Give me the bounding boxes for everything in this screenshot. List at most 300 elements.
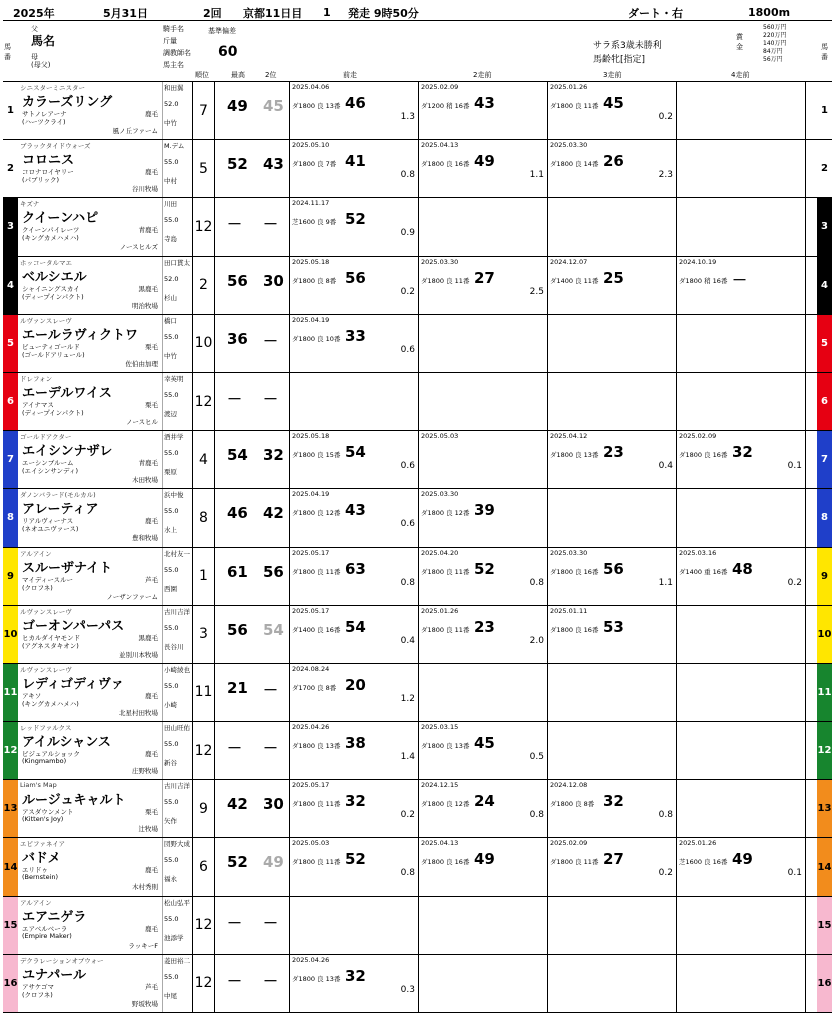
horse-name[interactable]: エールラヴィクトワ	[22, 327, 138, 343]
past-race-1	[290, 548, 419, 605]
umaban-left: 13	[3, 780, 18, 837]
umaban-left: 4	[3, 257, 18, 314]
trainer: 福永	[164, 875, 177, 884]
horse-name[interactable]: カラーズリング	[22, 95, 113, 110]
umaban-left: 7	[3, 431, 18, 488]
broodmare-sire: (Bernstein)	[22, 873, 59, 882]
year: 2025年	[13, 6, 55, 20]
past-race-2	[419, 198, 548, 255]
dam: コロナロイヤリー	[22, 168, 74, 177]
horse-info	[18, 780, 193, 837]
rank: 12	[193, 198, 215, 255]
weight: 55.0	[164, 390, 179, 399]
past-score: 23	[474, 617, 495, 636]
horse-info	[18, 606, 193, 663]
past-note: ダ1800 良 13番	[421, 742, 470, 751]
jockey-column	[162, 140, 192, 197]
past-note: ダ1800 良 11番	[292, 567, 341, 576]
jockey: 古川吉洋	[164, 607, 190, 616]
sire: ルヴァンスレーヴ	[20, 665, 72, 674]
owner: 谷川牧場	[132, 185, 158, 194]
horse-name[interactable]: エアニゲラ	[22, 909, 87, 925]
past-margin: 0.2	[400, 286, 415, 297]
horse-row	[3, 373, 832, 431]
jockey-column	[162, 664, 192, 721]
umaban-left: 2	[3, 140, 18, 197]
horse-info	[18, 664, 193, 721]
owner: 野坂牧場	[132, 999, 158, 1008]
best-score: 42	[227, 795, 248, 814]
past-date: 2024.12.07	[550, 257, 588, 266]
broodmare-sire: (Kitten's Joy)	[22, 815, 64, 824]
broodmare-sire: (クロフネ)	[22, 990, 53, 999]
past-date: 2025.04.26	[292, 723, 330, 732]
horse-name[interactable]: エイシンナザレ	[22, 444, 113, 460]
best-score: 56	[227, 620, 248, 639]
best-score: 52	[227, 853, 248, 872]
past-score: 52	[345, 210, 366, 229]
past-date: 2024.12.15	[421, 781, 459, 790]
past-race-4	[677, 431, 806, 488]
class-label: サラ系3歳未勝利	[593, 41, 662, 51]
past-race-2	[419, 664, 548, 721]
horse-name[interactable]: スルーザナイト	[22, 560, 113, 576]
sire: ドレフォン	[20, 374, 53, 383]
jockey: 北村友一	[164, 549, 190, 558]
best-scores	[215, 489, 290, 546]
past-score: 56	[345, 268, 366, 287]
horse-name[interactable]: ゴーオンパーパス	[22, 618, 125, 634]
jockey: 松山弘平	[164, 898, 190, 907]
past-note: ダ1800 良 15番	[292, 451, 341, 460]
prev2-label: 2走前	[473, 71, 492, 79]
best-scores	[215, 198, 290, 255]
coat: 栗毛	[145, 808, 158, 817]
jockey: 幸英明	[164, 374, 184, 383]
horse-info	[18, 897, 193, 954]
jockey-column	[162, 838, 192, 895]
past-race-2	[419, 838, 548, 895]
umaban-right: 8	[817, 489, 832, 546]
past-note: ダ1800 良 13番	[550, 451, 599, 460]
past-score: 45	[474, 734, 495, 753]
umaban-right: 15	[817, 897, 832, 954]
past-score: 32	[345, 792, 366, 811]
past-note: ダ1400 重 16番	[679, 567, 728, 576]
past-date: 2024.12.08	[550, 781, 588, 790]
past-note: ダ1800 良 11番	[550, 858, 599, 867]
jockey-column	[162, 722, 192, 779]
past-race-1	[290, 431, 419, 488]
horse-name[interactable]: アイルシャンス	[22, 735, 111, 751]
past-race-1	[290, 140, 419, 197]
trainer: 池添学	[164, 933, 184, 942]
dam: アイナマス	[22, 400, 54, 409]
past-score: 43	[345, 501, 366, 520]
jockey: 田口貫太	[164, 258, 190, 267]
horse-name[interactable]: ベルシエル	[22, 269, 87, 285]
past-score: 54	[345, 617, 366, 636]
past-note: ダ1800 良 13番	[292, 974, 341, 983]
past-date: 2025.04.13	[421, 141, 459, 150]
past-margin: 0.8	[529, 810, 544, 821]
horse-info	[18, 722, 193, 779]
best-score: －	[227, 971, 243, 990]
past-score: 54	[345, 443, 366, 462]
horse-name[interactable]: アレーティア	[22, 502, 99, 518]
past-score: 49	[732, 850, 753, 869]
rank: 11	[193, 664, 215, 721]
owner: 木田牧場	[132, 476, 158, 485]
dam: ヒカルダイヤモンド	[22, 633, 81, 642]
rank: 12	[193, 722, 215, 779]
past-date: 2025.04.06	[292, 83, 330, 91]
sire: レッドファルクス	[20, 724, 72, 733]
past-margin: 1.3	[400, 112, 415, 122]
past-score: 20	[345, 675, 366, 694]
past-margin: 1.1	[529, 170, 544, 181]
past-date: 2025.04.19	[292, 490, 330, 499]
past-margin: 0.6	[400, 344, 415, 355]
jockey: 小崎綾也	[164, 665, 190, 674]
past-race-4	[677, 606, 806, 663]
bms-label: (母父)	[31, 61, 51, 69]
past-margin: 0.6	[400, 461, 415, 472]
past-race-1	[290, 198, 419, 255]
past-race-2	[419, 489, 548, 546]
trainer: 小崎	[164, 700, 177, 709]
venue: 京都11日目	[243, 6, 303, 20]
trainer: 矢作	[164, 817, 177, 826]
past-race-3	[548, 257, 677, 314]
past-note: 芝1600 良 16番	[679, 858, 728, 867]
weight: 55.0	[164, 740, 179, 749]
past-note: ダ1800 良 11番	[421, 625, 470, 634]
best-scores	[215, 548, 290, 605]
best-scores	[215, 780, 290, 837]
past-race-2	[419, 82, 548, 139]
distance: 1800m	[748, 6, 791, 19]
past-note: ダ1800 良 8番	[292, 276, 337, 285]
past-note: ダ1800 良 11番	[550, 102, 599, 110]
dam: ビューティゴールド	[22, 342, 80, 351]
past-race-2	[419, 606, 548, 663]
past-score: 27	[474, 268, 495, 287]
past-date: 2024.08.24	[292, 664, 330, 673]
past-date: 2025.05.17	[292, 781, 330, 790]
trainer: 栗原	[164, 468, 177, 477]
horse-info	[18, 489, 193, 546]
past-score: 49	[474, 152, 495, 171]
umaban-label: 馬番	[4, 43, 11, 61]
trainer: 中竹	[164, 119, 177, 127]
horse-name[interactable]: ユナパール	[22, 967, 86, 983]
sire: ホッコータルマエ	[20, 258, 72, 267]
past-race-1	[290, 897, 419, 954]
kai: 2回	[203, 6, 222, 20]
best-scores	[215, 897, 290, 954]
past-score: 56	[603, 559, 624, 578]
past-race-3	[548, 548, 677, 605]
best-score: －	[227, 739, 243, 758]
jockey-column	[162, 489, 192, 546]
cond-label: 馬齢牝[指定]	[593, 55, 646, 65]
broodmare-sire: (キングカメハメハ)	[22, 234, 79, 243]
past-date: 2025.05.03	[421, 432, 459, 441]
past-race-3	[548, 431, 677, 488]
umaban-right: 2	[817, 140, 832, 197]
past-margin: 2.0	[529, 635, 544, 646]
rank: 6	[193, 838, 215, 895]
horse-info	[18, 838, 193, 895]
dam: アキソ	[22, 691, 42, 700]
past-race-1	[290, 955, 419, 1012]
weight: 55.0	[164, 449, 179, 458]
jockey: 川田	[164, 200, 177, 209]
past-score: 24	[474, 792, 495, 811]
past-race-3	[548, 780, 677, 837]
trainer: 寺島	[164, 235, 177, 244]
past-date: 2025.03.30	[421, 490, 459, 499]
past-race-3	[548, 664, 677, 721]
past-note: ダ1800 良 12番	[421, 800, 470, 809]
past-note: ダ1800 良 16番	[679, 451, 728, 460]
horse-info	[18, 82, 193, 139]
past-margin: 1.2	[400, 693, 415, 704]
jockey-column	[162, 955, 192, 1012]
past-margin: 0.5	[529, 752, 544, 763]
past-score: 41	[345, 152, 366, 171]
jockey: 菱田裕二	[164, 956, 190, 965]
past-note: ダ1800 良 8番	[550, 800, 595, 809]
coat: 青鹿毛	[138, 226, 158, 235]
past-margin: 1.4	[400, 752, 415, 763]
past-margin: 0.8	[658, 810, 673, 821]
past-race-2	[419, 897, 548, 954]
past-margin: 0.8	[400, 577, 415, 588]
best-scores	[215, 140, 290, 197]
past-margin: 1.1	[658, 577, 673, 588]
past-date: 2025.03.30	[421, 257, 459, 266]
ref-value: 60	[218, 44, 238, 60]
horse-row	[3, 489, 832, 547]
past-note: ダ1400 良 11番	[550, 276, 599, 285]
coat: 鹿毛	[145, 168, 158, 177]
horse-name[interactable]: バドメ	[22, 851, 61, 867]
past-race-4	[677, 140, 806, 197]
second-score: －	[263, 331, 279, 350]
past-note: ダ1800 良 12番	[292, 509, 341, 518]
sire: ダノンバラード(モルカル)	[20, 491, 96, 500]
past-note: ダ1800 良 10番	[292, 334, 341, 343]
umaban-right: 12	[817, 722, 832, 779]
past-note: ダ1800 良 11番	[292, 858, 341, 867]
past-race-3	[548, 198, 677, 255]
past-date: 2024.10.19	[679, 257, 717, 266]
sire: Liam's Map	[20, 781, 57, 790]
jockey-column	[162, 315, 192, 372]
umaban-left: 11	[3, 664, 18, 721]
owner: 明治牧場	[132, 301, 158, 310]
umaban-left: 12	[3, 722, 18, 779]
past-margin: 0.2	[658, 112, 673, 122]
owner: ノースヒルズ	[119, 243, 158, 252]
past-race-1	[290, 489, 419, 546]
best-scores	[215, 82, 290, 139]
trainer-label: 調教師名	[163, 49, 191, 57]
past-date: 2025.05.18	[292, 257, 330, 266]
past-score: 27	[603, 850, 624, 869]
date: 5月31日	[103, 6, 148, 20]
past-race-4	[677, 315, 806, 372]
sire: アルアイン	[20, 549, 52, 558]
umaban-right: 5	[817, 315, 832, 372]
umaban-left: 8	[3, 489, 18, 546]
second-score: －	[263, 971, 279, 990]
horse-name[interactable]: レディゴディヴァ	[22, 676, 124, 692]
past-score: 49	[474, 850, 495, 869]
past-race-3	[548, 955, 677, 1012]
horse-info	[18, 257, 193, 314]
jockey-column	[162, 198, 192, 255]
past-note: ダ1800 良 11番	[421, 567, 470, 576]
horse-name[interactable]: コロニス	[22, 153, 75, 169]
past-margin: 0.2	[787, 577, 802, 588]
past-race-1	[290, 780, 419, 837]
horse-info	[18, 198, 193, 255]
past-race-2	[419, 431, 548, 488]
second-score: 56	[263, 562, 284, 581]
best-score: －	[227, 215, 243, 234]
horse-info	[18, 373, 193, 430]
past-date: 2025.03.30	[550, 548, 588, 557]
sire: シニスターミニスター	[20, 84, 85, 92]
jockey-column	[162, 373, 192, 430]
past-note: ダ1800 良 14番	[550, 160, 599, 169]
past-note: ダ1800 稍 16番	[679, 276, 728, 285]
past-margin: 0.8	[400, 170, 415, 181]
dam: シャイニングスカイ	[22, 284, 80, 293]
umaban-right: 11	[817, 664, 832, 721]
dam-label: 母	[31, 53, 38, 61]
second-score: 30	[263, 271, 284, 290]
past-note: ダ1700 良 8番	[292, 683, 337, 692]
past-date: 2025.04.13	[421, 839, 459, 848]
past-date: 2025.04.12	[550, 432, 588, 441]
past-score: 53	[603, 617, 624, 636]
owner: 豊和牧場	[132, 534, 158, 543]
trainer: 杉山	[164, 293, 177, 302]
past-note: ダ1800 良 11番	[421, 276, 470, 285]
horse-row	[3, 955, 832, 1013]
sire: ルヴァンスレーヴ	[20, 607, 72, 616]
jockey-column	[162, 780, 192, 837]
past-margin: 2.3	[658, 170, 673, 181]
horse-name[interactable]: ルージュキャルト	[22, 793, 126, 809]
second-score: －	[263, 389, 279, 408]
sire-label: 父	[31, 25, 38, 33]
past-race-4	[677, 722, 806, 779]
past-race-3	[548, 489, 677, 546]
horse-row	[3, 897, 832, 955]
umaban-right: 7	[817, 431, 832, 488]
umaban-right: 16	[817, 955, 832, 1012]
past-note: ダ1800 良 16番	[550, 625, 599, 634]
horse-row	[3, 198, 832, 256]
past-race-1	[290, 257, 419, 314]
weight: 52.0	[164, 100, 179, 108]
weight: 55.0	[164, 856, 179, 865]
past-date: 2025.05.17	[292, 606, 330, 615]
past-margin: 0.1	[787, 461, 802, 472]
horse-name[interactable]: エーデルワイス	[22, 385, 112, 401]
weight: 55.0	[164, 332, 179, 341]
best-score: 54	[227, 446, 248, 465]
broodmare-sire: (Kingmambo)	[22, 757, 67, 766]
past-race-3	[548, 315, 677, 372]
coat: 芦毛	[145, 982, 158, 991]
past-score: 32	[345, 966, 366, 985]
dam: ビジュアルショック	[22, 750, 80, 759]
sire: ゴールドアクター	[20, 433, 72, 442]
owner-label: 馬主名	[163, 61, 184, 69]
past-race-3	[548, 897, 677, 954]
past-race-2	[419, 315, 548, 372]
past-score: 45	[603, 94, 624, 112]
best-scores	[215, 431, 290, 488]
horse-row	[3, 606, 832, 664]
past-race-2	[419, 722, 548, 779]
past-date: 2025.03.15	[421, 723, 459, 732]
best-scores	[215, 955, 290, 1012]
prize-label: 賞金	[736, 33, 743, 51]
past-margin: 0.4	[658, 461, 673, 472]
sire: キズナ	[20, 200, 40, 209]
broodmare-sire: (エイシンサンディ)	[22, 467, 79, 476]
horse-name[interactable]: クイーンハピ	[22, 211, 99, 227]
umaban-left: 16	[3, 955, 18, 1012]
owner: 風ノ丘ファーム	[112, 127, 158, 135]
past-race-1	[290, 315, 419, 372]
best-label: 最高	[231, 71, 245, 79]
past-score: 33	[345, 326, 366, 345]
past-race-2	[419, 373, 548, 430]
sire: ルヴァンスレーヴ	[20, 316, 72, 325]
horse-row	[3, 431, 832, 489]
ref-label: 基準偏差	[208, 27, 236, 35]
rank: 5	[193, 140, 215, 197]
horse-info	[18, 140, 193, 197]
past-note: ダ1800 良 16番	[421, 160, 470, 169]
past-date: 2025.02.09	[550, 839, 588, 848]
second-score: 42	[263, 504, 284, 523]
trainer: 水上	[164, 526, 177, 535]
past-score: 63	[345, 559, 366, 578]
owner: 木村秀則	[132, 883, 158, 892]
jockey: 浜中俊	[164, 491, 184, 500]
second-score: 43	[263, 155, 284, 174]
past-note: ダ1800 良 11番	[292, 800, 341, 809]
rank: 7	[193, 82, 215, 139]
past-race-4	[677, 548, 806, 605]
past-score: 38	[345, 734, 366, 753]
horse-table	[3, 82, 832, 1013]
prize-list: 560万円 220万円 140万円 84万円 56万円	[763, 24, 787, 63]
past-race-4	[677, 82, 806, 139]
past-date: 2025.05.18	[292, 432, 330, 441]
umaban-left: 15	[3, 897, 18, 954]
coat: 芦毛	[145, 575, 158, 584]
